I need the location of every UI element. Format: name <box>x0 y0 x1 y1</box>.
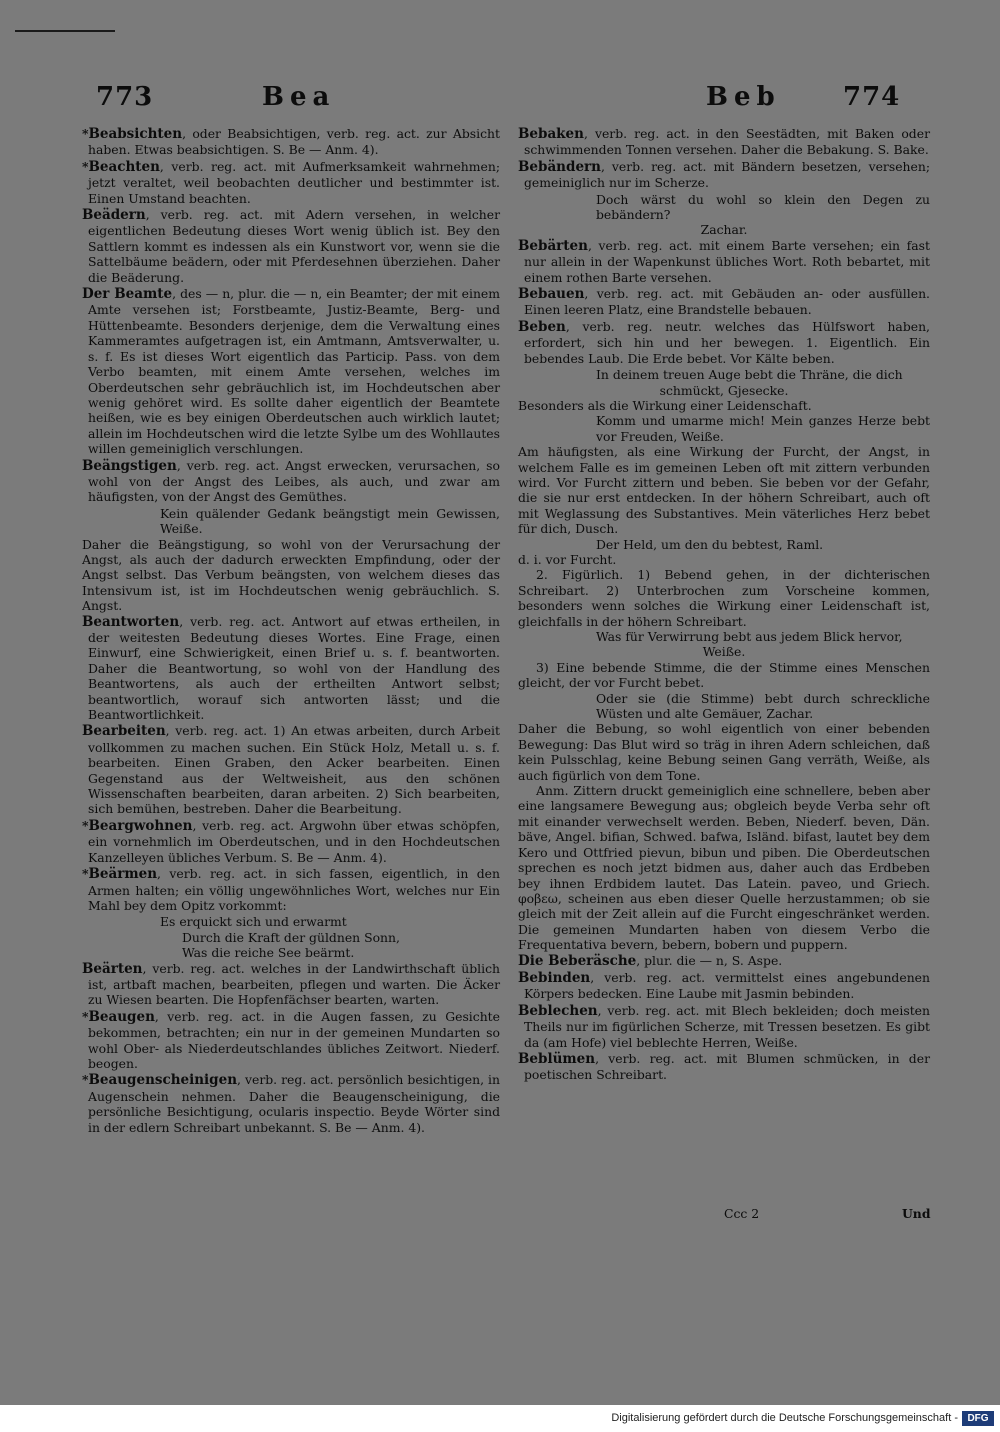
quotation-line: Was für Verwirrung bebt aus jedem Blick hervor, <box>596 629 903 644</box>
entry-star-mark: * <box>82 1072 89 1088</box>
entry-headword: Die Beberäsche <box>518 952 637 969</box>
entry-star-mark: * <box>82 158 89 174</box>
entry-definition: , verb. reg. act. mit Adern versehen, in welcher eigentlichen Bedeutung dieses Wort wenig üblich ist. Bey den Sattlern kommt es indessen als ein Kunstwort vor, wenn sie die Sattelbäume beädern, oder mit Pferdesehnen überziehen. Daher die Beäderung. <box>88 207 500 285</box>
footer-credit[interactable]: Digitalisierung gefördert durch die Deutsche Forschungsgemeinschaft - <box>611 1412 958 1424</box>
entry-definition: , verb. reg. act. mit Blech bekleiden; doch meisten Theils nur im figürlichen Scherze, mit Tressen besetzen. Es gibt da (am Hofe) viel beblechte Herren, Weiße. <box>524 1002 930 1050</box>
dictionary-entry <box>82 159 500 206</box>
entry-definition: , verb. reg. act. Angst erwecken, verursachen, so wohl von der Angst des Leibes, als auch, und zwar am häufigsten, von der Angst des Gemüthes. <box>88 457 500 505</box>
quotation-line: Komm und umarme mich! Mein ganzes Herze bebt vor Freuden, Weiße. <box>596 413 930 444</box>
entry-headword: Bebauen <box>518 286 585 303</box>
dictionary-entry <box>82 1072 500 1135</box>
entry-definition: , verb. reg. act. mit einem Barte versehen; ein fast nur allein in der Wapenkunst übliches Wort. Roth bebartet, mit einem rothen Barte versehen. <box>524 237 930 285</box>
quotation-line: In deinem treuen Auge bebt die Thräne, die dich <box>596 367 903 383</box>
dfg-logo-icon[interactable] <box>962 1411 994 1426</box>
entry-headword: Der Beamte <box>82 286 173 303</box>
dictionary-entry <box>82 961 500 1008</box>
dictionary-entry <box>518 1051 930 1083</box>
dictionary-entry <box>82 723 500 816</box>
dictionary-entry <box>518 953 930 969</box>
quotation-line: Doch wärst du wohl so klein den Degen zu bebändern? <box>596 191 930 223</box>
entry-definition: , verb. reg. act. mit Blumen schmücken, in der poetischen Schreibart. <box>524 1050 930 1083</box>
entry-headword: Beärten <box>82 960 143 977</box>
entry-headword: Beblechen <box>518 1002 598 1019</box>
catchword-right: Beb <box>706 82 781 112</box>
dictionary-entry <box>82 614 500 723</box>
entry-definition: , verb. reg. act. in den Seestädten, mit Baken oder schwimmenden Tonnen versehen. Daher die Bebakung. S. Bake. <box>524 126 930 158</box>
dictionary-entry <box>518 126 930 158</box>
dictionary-entry <box>82 458 500 505</box>
top-rule <box>15 30 115 32</box>
dictionary-entry <box>82 207 500 285</box>
entry-definition: , verb. reg. act. mit Bändern besetzen, versehen; gemeiniglich nur im Scherze. <box>524 158 930 191</box>
quotation-line: Oder sie (die Stimme) bebt durch schreckliche Wüsten und alte Gemäuer, Zachar. <box>596 690 930 722</box>
page-number-right: 774 <box>843 82 901 112</box>
entry-definition: , plur. die — n, S. Aspe. <box>636 952 783 968</box>
dfg-logo-text: DFG <box>967 1413 989 1424</box>
entry-headword: Beädern <box>82 207 146 224</box>
paragraph: Besonders als die Wirkung einer Leidenschaft. <box>518 397 812 413</box>
entry-headword: Beabsichten <box>88 126 183 142</box>
entry-definition: , verb. reg. act. mit Aufmerksamkeit wahrnehmen; jetzt veraltet, weil beobachten deutlicher und bestimmter ist. Einen Umstand beachten. <box>88 158 500 206</box>
quotation-line: Was die reiche See beärmt. <box>182 945 355 961</box>
quotation-line: Weiße. <box>702 644 746 660</box>
dictionary-entry <box>518 970 930 1002</box>
catchword-left: Bea <box>262 82 336 112</box>
entry-headword: Beblümen <box>518 1050 596 1067</box>
entry-definition: , verb. reg. act. Argwohn über etwas schöpfen, ein vornehmlich im Oberdeutschen, und in den Hochdeutschen Kanzelleyen übliches Verbum. S. Be — Anm. 4). <box>88 817 500 865</box>
entry-headword: Bebärten <box>518 237 588 254</box>
entry-definition: , verb. reg. act. Antwort auf etwas ertheilen, in der weitesten Bedeutung dieses Wortes. Eine Frage, einen Einwurf, eine Schwierigkeit, einen Brief u. s. f. beantworten. Daher die Beantwortung, so wohl von der Handlung des Beantwortens, als auch der ertheilten Antwort selbst; beantwortlich, worauf sich antworten lässt; und die Beantwortlichkeit. <box>88 613 500 723</box>
signature-mark: Ccc 2 <box>724 1206 760 1221</box>
dictionary-entry <box>518 238 930 285</box>
entry-headword: Beängstigen <box>82 457 177 474</box>
quotation-line: Durch die Kraft der güldnen Sonn, <box>182 929 400 945</box>
dictionary-entry <box>82 126 500 158</box>
quotation-line: schmückt, Gjesecke. <box>659 382 789 398</box>
paragraph: Daher die Bebung, so wohl eigentlich von einer bebenden Bewegung: Das Blut wird so träg in ihren Adern schleichen, daß kein Pulsschlag, keine Bebung seinen Gang verräth, Weiße, als auch figürlich von dem Tone. <box>518 721 930 783</box>
paragraph: Daher die Beängstigung, so wohl von der Verursachung der Angst, als auch der dadurch erweckten Empfindung, oder der Angst selbst. Das Verbum beängsten, von welchem dieses das Intensivum ist, ist im Hochdeutschen wenig gebräuchlich. S. Angst. <box>82 536 500 614</box>
entry-headword: Beben <box>518 318 566 335</box>
entry-star-mark: * <box>82 1008 89 1024</box>
entry-definition: , verb. reg. act. mit Gebäuden an- oder ausfüllen. Einen leeren Platz, eine Brandstelle bebauen. <box>524 286 930 318</box>
paragraph: d. i. vor Furcht. <box>518 551 617 567</box>
entry-headword: Beargwohnen <box>88 817 193 834</box>
entry-headword: Beaugenscheinigen <box>88 1072 238 1089</box>
entry-definition: , verb. reg. neutr. welches das Hülfswort haben, erfordert, sich hin und her bewegen. 1. Eigentlich. Ein bebendes Laub. Die Erde bebet. Vor Kälte beben. <box>524 318 930 366</box>
entry-headword: Bebändern <box>518 158 601 175</box>
quotation-line: Der Held, um den du bebtest, Raml. <box>596 536 824 552</box>
quotation-line: Kein quälender Gedank beängstigt mein Gewissen, Weiße. <box>160 505 500 537</box>
dictionary-entry <box>518 286 930 318</box>
entry-headword: Beaugen <box>88 1008 155 1025</box>
page-number-left: 773 <box>96 82 154 112</box>
dictionary-entry <box>518 1003 930 1050</box>
entry-definition: , verb. reg. act. in sich fassen, eigentlich, in den Armen halten; ein völlig ungewöhnliches Wort, welches nur Ein Mahl bey dem Opitz vorkommt: <box>88 866 500 913</box>
paragraph: Am häufigsten, als eine Wirkung der Furcht, der Angst, in welchem Falle es im gemeinen Leben oft mit zittern verbunden wird. Vor Furcht zittern und beben. Sie beben vor der Gefahr, die sie nur erst entdecken. In der höhern Schreibart, auch oft mit Weglassung des Substantives. Mein väterliches Herz bebet für dich, Dusch. <box>518 444 930 537</box>
entry-definition: , verb. reg. act. vermittelst eines angebundenen Körpers bedecken. Eine Laube mit Jasmin bebinden. <box>524 969 930 1002</box>
custos-word: Und <box>902 1206 931 1221</box>
entry-star-mark: * <box>82 126 89 141</box>
entry-headword: Beärmen <box>88 866 158 883</box>
entry-definition: , verb. reg. act. persönlich besichtigen, in Augenschein nehmen. Daher die Beaugenscheinigung, die persönliche Besichtigung, ocularis inspectio. Beyde Wörter sind in der edlern Schreibart unbekannt. S. Be — Anm. 4). <box>88 1072 500 1135</box>
entry-definition: , verb. reg. act. 1) An etwas arbeiten, durch Arbeit vollkommen zu machen suchen. Ein Stück Holz, Metall u. s. f. bearbeiten. Einen Graben, den Acker bearbeiten. Einen Gegenstand aus der Weltweisheit, aus den schönen Wissenschaften bearbeiten, daran arbeiten. 2) Sich bearbeiten, sich bemühen, bestreben. Daher die Bearbeitung. <box>88 723 500 817</box>
footer-bar <box>0 1405 1000 1432</box>
entry-headword: Bebaken <box>518 126 584 142</box>
entry-star-mark: * <box>82 817 89 833</box>
quotation-line: Zachar. <box>700 222 748 238</box>
paragraph: 3) Eine bebende Stimme, die der Stimme eines Menschen gleicht, der vor Furcht bebet. <box>518 659 930 691</box>
quotation-line: Es erquickt sich und erwarmt <box>160 914 347 930</box>
entry-headword: Bebinden <box>518 969 591 986</box>
entry-definition: , oder Beabsichtigen, verb. reg. act. zur Absicht haben. Etwas beabsichtigen. S. Be — Anm. 4). <box>88 126 500 158</box>
entry-star-mark: * <box>82 866 89 882</box>
dictionary-entry <box>82 286 500 456</box>
dictionary-entry <box>518 319 930 366</box>
right-column <box>518 126 930 1084</box>
dictionary-entry <box>82 866 500 913</box>
dictionary-entry <box>82 1009 500 1072</box>
entry-definition: , verb. reg. act. welches in der Landwirthschaft üblich ist, artbaft machen, bearbeiten, pflegen und warten. Die Äcker zu Wiesen bearten. Die Hopfenfächser bearten, warten. <box>88 960 500 1008</box>
paragraph: 2. Figürlich. 1) Bebend gehen, in der dichterischen Schreibart. 2) Unterbrochen zum Vorscheine kommen, besonders wenn solches die Wirkung einer Leidenschaft ist, gleichfalls in der höhern Schreibart. <box>518 567 930 629</box>
dictionary-entry <box>82 818 500 865</box>
paragraph: Anm. Zittern druckt gemeiniglich eine schnellere, beben aber eine langsamere Bewegung aus; obgleich beyde Verba sehr oft mit einander verwechselt werden. Beben, Niederf. beven, Dän. bäve, Angel. bifian, Schwed. bafwa, Isländ. bifast, lautet bey dem Kero und Ottfried pievun, bibun und piben. Die Oberdeutschen sprechen es noch jetzt bidmen aus, daher auch das Erdbeben bey ihnen Erdbidem lautet. Das Latein. paveo, und Griech. φοβεω, scheinen aus eben dieser Quelle herzustammen; ob sie gleich mit der Zeit allein auf die Furcht eingeschränket werden. Die gemeinen Mundarten haben von diesem Verbo die Frequentativa bevern, bebern, bobern und puppern. <box>518 783 930 953</box>
entry-headword: Beantworten <box>82 613 180 630</box>
entry-definition: , des — n, plur. die — n, ein Beamter; der mit einem Amte versehen ist; Forstbeamte, Justiz-Beamte, Berg- und Hüttenbeamte. Besonders derjenige, dem die Verwaltung eines Kammeramtes aufgetragen ist, ein Amtmann, Amtsverwalter, u. s. f. Es ist dieses Wort eigentlich das Particip. Pass. von dem Verbo beamten, mit einem Amte versehen, welches im Oberdeutschen sehr gebräuchlich ist, im Hochdeutschen aber wenig gehöret wird. Es sollte daher eigentlich der Beamtete heißen, wie es bey einigen Oberdeutschen auch wirklich lautet; allein im Hochdeutschen wird die letzte Sylbe um des Wohllautes willen gemeiniglich verschlungen. <box>88 286 501 457</box>
dictionary-entry <box>518 159 930 191</box>
left-column <box>82 126 500 1136</box>
entry-headword: Beachten <box>88 158 160 175</box>
entry-definition: , verb. reg. act. in die Augen fassen, zu Gesichte bekommen, betrachten; ein nur in der gemeinen Mundarten so wohl Ober- als Niederdeutschlandes übliches Zeitwort. Niederf. beogen. <box>88 1008 500 1071</box>
entry-headword: Bearbeiten <box>82 723 166 740</box>
